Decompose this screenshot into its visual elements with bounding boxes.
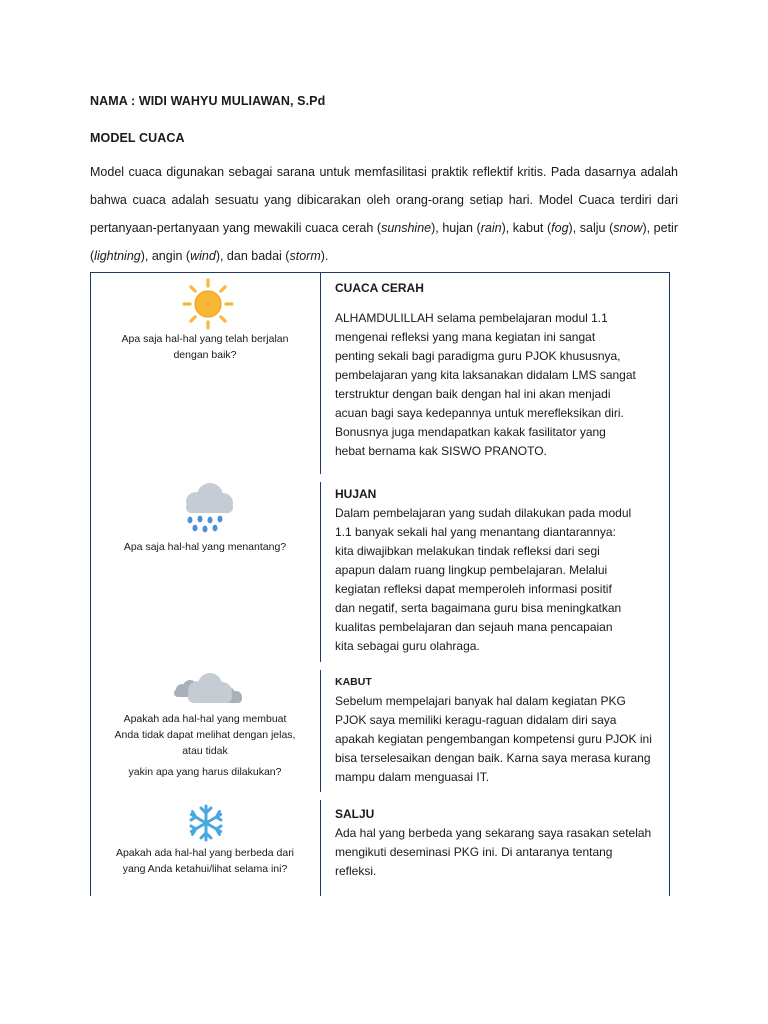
answer-fog [335, 673, 665, 787]
section-title: MODEL CUACA [90, 131, 185, 145]
table-left-border [90, 272, 91, 896]
answer-line: terstruktur dengan baik dengan hal ini akan menjadi [335, 387, 611, 401]
question-line: Apa saja hal-hal yang menantang? [123, 541, 287, 553]
term-sunshine: sunshine [381, 221, 432, 235]
column-divider [320, 800, 321, 896]
answer-line: pembelajaran yang kita laksanakan didalam LMS sangat [335, 368, 636, 382]
fog-cloud-icon [170, 672, 244, 712]
question-rain [92, 539, 318, 555]
snowflake-icon [186, 803, 226, 843]
question-fog [92, 711, 318, 780]
answer-line: hebat bernama kak SISWO PRANOTO. [335, 444, 547, 458]
answer-rain [335, 485, 665, 656]
answer-line: penting sekali bagi paradigma guru PJOK khususnya, [335, 349, 621, 363]
column-divider [320, 482, 321, 662]
question-line: Anda tidak dapat melihat dengan jelas, [114, 729, 296, 741]
answer-line: mampu dalam menguasai IT. [335, 770, 490, 784]
term-storm: storm [289, 249, 321, 263]
answer-line: kita sebagai guru olahraga. [335, 639, 480, 653]
table-top-border [90, 272, 670, 273]
answer-line: kita diwajibkan melakukan tindak refleksi dari segi [335, 544, 600, 558]
answer-sunshine [335, 279, 665, 461]
question-line: Apa saja hal-hal yang telah berjalan [121, 333, 289, 345]
name-heading: NAMA : WIDI WAHYU MULIAWAN, S.Pd [90, 94, 326, 108]
intro-text-1: Model cuaca digunakan sebagai sarana untuk memfasilitasi praktik reflektif kritis. Pada dasarnya adalah bahwa cuaca adalah sesuatu yang dibicarakan oleh orang-orang setiap hari. Model Cuaca terdiri dari pertanyaan-pertanyaan yang mewakili cuaca cerah ( [90, 165, 678, 235]
answer-line: bisa terselesaikan dengan baik. Karna saya merasa kurang [335, 751, 651, 765]
intro-text-2: ), hujan ( [431, 221, 481, 235]
answer-line: apakah kegiatan pengembangan kompetensi guru PJOK ini [335, 732, 652, 746]
answer-line: Ada hal yang berbeda yang sekarang saya rasakan setelah [335, 826, 652, 840]
answer-title: CUACA CERAH [335, 281, 424, 295]
column-divider [320, 670, 321, 792]
answer-title: KABUT [335, 676, 372, 688]
intro-text-5: ), petir ( [90, 221, 678, 263]
intro-text-3: ), kabut ( [501, 221, 552, 235]
question-sunshine [92, 331, 318, 363]
answer-line: Bonusnya juga mendapatkan kakak fasilitator yang [335, 425, 606, 439]
answer-title: HUJAN [335, 487, 377, 501]
intro-text-8: ). [320, 249, 329, 263]
answer-snow [335, 805, 665, 881]
question-line: yang Anda ketahui/lihat selama ini? [122, 863, 288, 875]
term-lightning: lightning [94, 249, 141, 263]
answer-title: SALJU [335, 807, 375, 821]
answer-line: ALHAMDULILLAH selama pembelajaran modul 1.1 [335, 311, 608, 325]
intro-paragraph [90, 158, 678, 270]
question-line: Apakah ada hal-hal yang berbeda dari [115, 847, 295, 859]
answer-line: refleksi. [335, 864, 377, 878]
term-snow: snow [613, 221, 643, 235]
answer-line: mengikuti deseminasi PKG ini. Di antaranya tentang [335, 845, 613, 859]
term-rain: rain [480, 221, 502, 235]
answer-line: 1.1 banyak sekali hal yang menantang diantarannya: [335, 525, 616, 539]
question-line: yakin apa yang harus dilakukan? [128, 766, 282, 778]
spacer [335, 298, 665, 309]
answer-line: PJOK saya memiliki keragu-raguan didalam diri saya [335, 713, 617, 727]
question-snow [92, 845, 318, 877]
question-line: Apakah ada hal-hal yang membuat [123, 713, 287, 725]
answer-line: mengenai refleksi yang mana kegiatan ini sangat [335, 330, 596, 344]
intro-text-6: ), angin ( [140, 249, 191, 263]
intro-text-4: ), salju ( [568, 221, 614, 235]
column-divider [320, 272, 321, 474]
answer-line: kualitas pembelajaran dan sejauh mana pencapaian [335, 620, 613, 634]
question-line: atau tidak [182, 745, 228, 757]
term-fog: fog [551, 221, 569, 235]
sun-icon [180, 278, 236, 330]
question-line: dengan baik? [173, 349, 237, 361]
answer-line: dan negatif, serta bagaimana guru bisa meningkatkan [335, 601, 622, 615]
term-wind: wind [190, 249, 216, 263]
answer-line: Dalam pembelajaran yang sudah dilakukan pada modul [335, 506, 632, 520]
answer-line: acuan bagi saya kedepannya untuk merefleksikan diri. [335, 406, 624, 420]
rain-cloud-icon [178, 482, 238, 536]
intro-text-7: ), dan badai ( [215, 249, 290, 263]
answer-line: Sebelum mempelajari banyak hal dalam kegiatan PKG [335, 694, 626, 708]
answer-line: kegiatan refleksi dapat memperoleh informasi positif [335, 582, 612, 596]
answer-line: apapun dalam ruang lingkup pembelajaran. Melalui [335, 563, 608, 577]
table-right-border [669, 272, 670, 896]
